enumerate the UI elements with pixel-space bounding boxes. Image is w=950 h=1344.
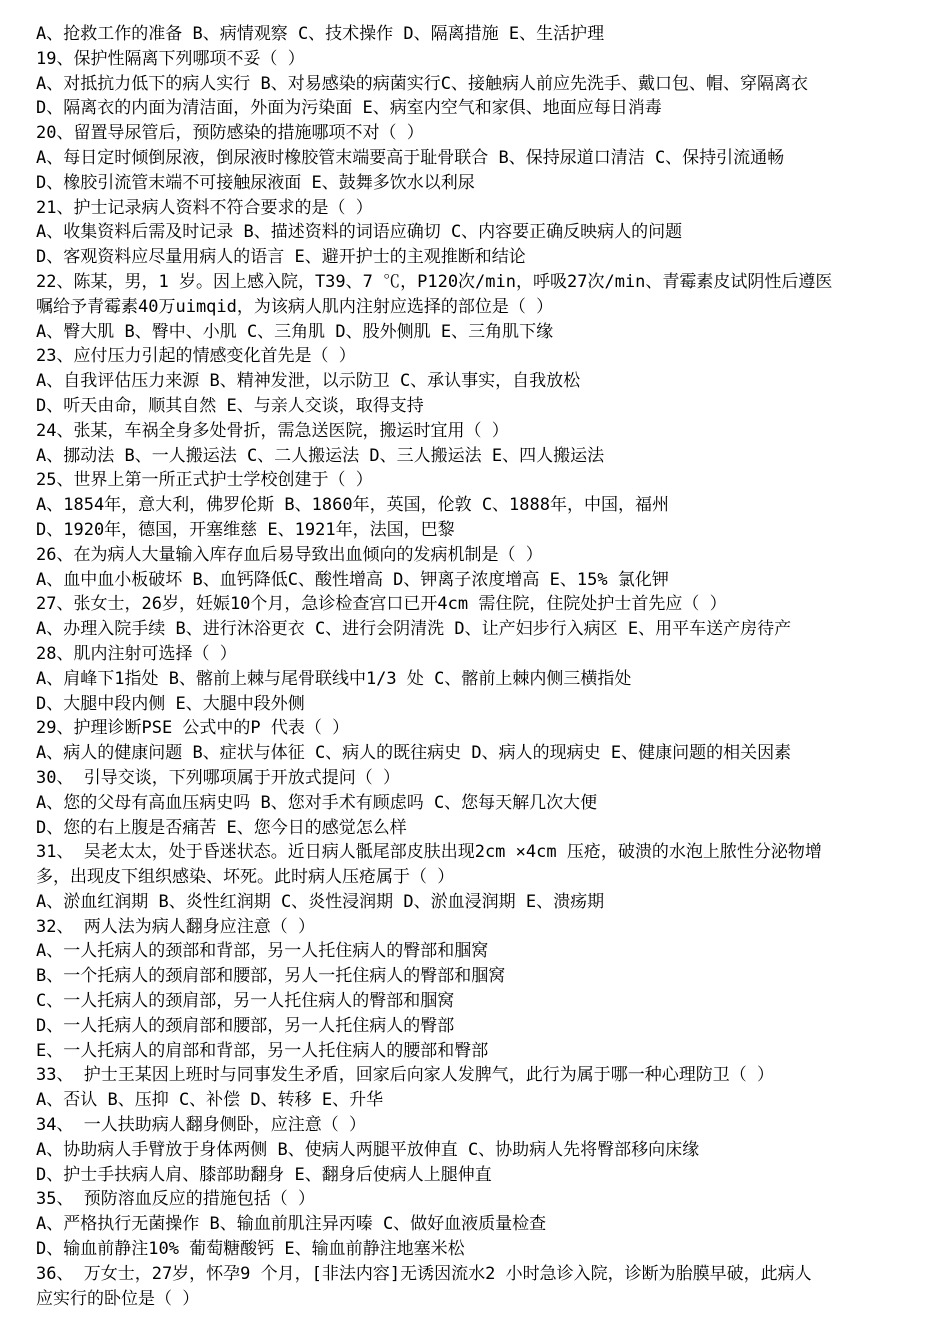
text-line: 26、在为病人大量输入库存血后易导致出血倾向的发病机制是（ ）	[36, 544, 543, 565]
text-line: A、办理入院手续 B、进行沐浴更衣 C、进行会阴清洗 D、让产妇步行入病区 E、用平车送产房待产	[36, 619, 792, 640]
text-line: 19、保护性隔离下列哪项不妥（ ）	[36, 48, 305, 69]
text-line: C、一人托病人的颈肩部，另一人托住病人的臀部和腘窝	[36, 991, 455, 1012]
text-line: 30、 引导交谈，下列哪项属于开放式提问（ ）	[36, 767, 400, 788]
text-line: 33、 护士王某因上班时与同事发生矛盾，回家后向家人发脾气，此行为属于哪一种心理防卫（ ）	[36, 1065, 774, 1086]
text-line: 嘱给予青霉素40万uimqid，为该病人肌内注射应选择的部位是（ ）	[36, 296, 554, 317]
text-line: E、一人托病人的肩部和背部，另一人托住病人的腰部和臀部	[36, 1040, 489, 1061]
text-line: A、淤血红润期 B、炎性红润期 C、炎性浸润期 D、淤血浸润期 E、溃疡期	[36, 891, 605, 912]
text-line: 34、 一人扶助病人翻身侧卧，应注意（ ）	[36, 1115, 366, 1136]
text-line: 29、护理诊断PSE 公式中的P 代表（ ）	[36, 718, 350, 739]
exam-document	[36, 22, 926, 1311]
text-line: A、一人托病人的颈部和背部，另一人托住病人的臀部和腘窝	[36, 941, 489, 962]
text-line: 多，出现皮下组织感染、坏死。此时病人压疮属于（ ）	[36, 867, 455, 888]
text-line: 36、 万女士，27岁，怀孕9 个月，[非法内容]无诱因流水2 小时急诊入院，诊断为胎膜早破，此病人	[36, 1263, 812, 1284]
text-line: D、输血前静注10% 葡萄糖酸钙 E、输血前静注地塞米松	[36, 1239, 465, 1260]
text-line: A、否认 B、压抑 C、补偿 D、转移 E、升华	[36, 1090, 384, 1111]
text-line: 28、肌内注射可选择（ ）	[36, 643, 237, 664]
text-line: A、肩峰下1指处 B、髂前上棘与尾骨联线中1/3 处 C、髂前上棘内侧三横指处	[36, 668, 632, 689]
text-line: 31、 吴老太太，处于昏迷状态。近日病人骶尾部皮肤出现2cm ×4cm 压疮，破溃的水泡上脓性分泌物增	[36, 842, 822, 863]
text-line: 27、张女士，26岁，妊娠10个月，急诊检查宫口已开4cm 需住院，住院处护士首先应（ ）	[36, 594, 727, 615]
text-line: A、每日定时倾倒尿液，倒尿液时橡胶管末端要高于耻骨联合 B、保持尿道口清洁 C、保持引流通畅	[36, 147, 785, 168]
text-line: A、协助病人手臂放于身体两侧 B、使病人两腿平放伸直 C、协助病人先将臀部移向床缘	[36, 1139, 700, 1160]
text-line: 24、张某，车祸全身多处骨折，需急送医院，搬运时宜用（ ）	[36, 420, 509, 441]
text-line: A、血中血小板破坏 B、血钙降低C、酸性增高 D、钾离子浓度增高 E、15% 氯化钾	[36, 569, 669, 590]
text-line: D、大腿中段内侧 E、大腿中段外侧	[36, 693, 305, 714]
text-line: A、您的父母有高血压病史吗 B、您对手术有顾虑吗 C、您每天解几次大便	[36, 792, 598, 813]
text-line: 25、世界上第一所正式护士学校创建于（ ）	[36, 470, 373, 491]
text-line: D、橡胶引流管末端不可接触尿液面 E、鼓舞多饮水以利尿	[36, 172, 475, 193]
text-line: 21、护士记录病人资料不符合要求的是（ ）	[36, 197, 373, 218]
text-line: 20、留置导尿管后，预防感染的措施哪项不对（ ）	[36, 123, 424, 144]
text-line: A、收集资料后需及时记录 B、描述资料的词语应确切 C、内容要正确反映病人的问题	[36, 222, 683, 243]
text-line: A、自我评估压力来源 B、精神发泄，以示防卫 C、承认事实，自我放松	[36, 371, 581, 392]
text-line: 32、 两人法为病人翻身应注意（ ）	[36, 916, 315, 937]
text-line: A、挪动法 B、一人搬运法 C、二人搬运法 D、三人搬运法 E、四人搬运法	[36, 445, 605, 466]
text-line: A、1854年，意大利，佛罗伦斯 B、1860年，英国，伦敦 C、1888年，中国，福州	[36, 495, 669, 516]
text-line: D、1920年，德国，开塞维慈 E、1921年，法国，巴黎	[36, 519, 455, 540]
text-line: 35、 预防溶血反应的措施包括（ ）	[36, 1189, 315, 1210]
text-line: D、听天由命，顺其自然 E、与亲人交谈，取得支持	[36, 395, 424, 416]
text-line: D、隔离衣的内面为清洁面，外面为污染面 E、病室内空气和家俱、地面应每日消毒	[36, 98, 662, 119]
text-line: 23、应付压力引起的情感变化首先是（ ）	[36, 346, 356, 367]
text-line: A、严格执行无菌操作 B、输血前肌注异丙嗪 C、做好血液质量检查	[36, 1214, 547, 1235]
text-line: D、护士手扶病人肩、膝部助翻身 E、翻身后使病人上腿伸直	[36, 1164, 492, 1185]
text-line: D、客观资料应尽量用病人的语言 E、避开护士的主观推断和结论	[36, 247, 526, 268]
text-line: D、您的右上腹是否痛苦 E、您今日的感觉怎么样	[36, 817, 407, 838]
text-line: D、一人托病人的颈肩部和腰部，另一人托住病人的臀部	[36, 1015, 455, 1036]
text-line: B、一个托病人的颈肩部和腰部，另人一托住病人的臀部和腘窝	[36, 966, 506, 987]
text-line: A、病人的健康问题 B、症状与体征 C、病人的既往病史 D、病人的现病史 E、健康问题的相关因素	[36, 743, 792, 764]
text-line: A、抢救工作的准备 B、病情观察 C、技术操作 D、隔离措施 E、生活护理	[36, 24, 605, 44]
text-line: 22、陈某，男，1 岁。因上感入院，T39、7 ℃，P120次/min，呼吸27次/min、青霉素皮试阴性后遵医	[36, 271, 833, 292]
text-line: A、臀大肌 B、臀中、小肌 C、三角肌 D、股外侧肌 E、三角肌下缘	[36, 321, 554, 342]
text-line: 应实行的卧位是（ ）	[36, 1288, 200, 1309]
text-line: A、对抵抗力低下的病人实行 B、对易感染的病菌实行C、接触病人前应先洗手、戴口包、帽、穿隔离衣	[36, 73, 808, 94]
